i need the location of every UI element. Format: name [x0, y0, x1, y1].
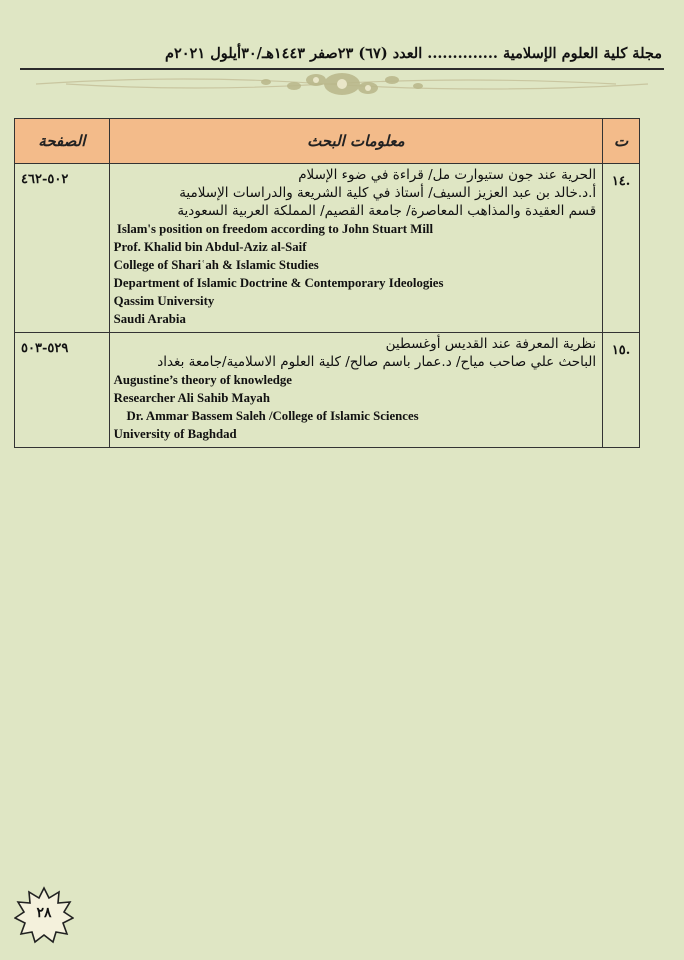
english-author: Prof. Khalid bin Abdul-Aziz al-Saif [113, 240, 307, 254]
row-number: .١٥ [603, 333, 640, 448]
english-college: College of Shariʿah & Islamic Studies [113, 258, 319, 272]
english-department: Department of Islamic Doctrine & Contemporary Ideologies [113, 276, 444, 290]
contents-table [14, 118, 640, 448]
journal-header-title: مجلة كلية العلوم الإسلامية .............. العدد (٦٧) ٢٣صفر ١٤٤٣هـ/٣٠أيلول ٢٠٢١م [165, 45, 662, 62]
row-pages: ٥٠٢-٤٦٢ [15, 164, 110, 333]
floral-ornament-icon [26, 66, 658, 102]
arabic-author: الباحث علي صاحب مياح/ د.عمار باسم صالح/ كلية العلوم الاسلامية/جامعة بغداد [157, 354, 597, 370]
table-row [15, 164, 640, 333]
english-university: University of Baghdad [113, 427, 237, 441]
page-number-badge [14, 886, 74, 944]
arabic-title: نظرية المعرفة عند القديس أوغسطين [385, 336, 597, 352]
header-num: ت [603, 119, 640, 164]
english-title: Augustine’s theory of knowledge [113, 373, 292, 387]
row-info [109, 164, 603, 333]
english-coauthor: Dr. Ammar Bassem Saleh /College of Islamic Sciences [113, 409, 419, 423]
page-number: ٢٨ [36, 905, 52, 921]
table-header-row [15, 119, 640, 164]
english-country: Saudi Arabia [113, 312, 186, 326]
header-info: معلومات البحث [109, 119, 603, 164]
arabic-author: أ.د.خالد بن عبد العزيز السيف/ أستاذ في كلية الشريعة والدراسات الإسلامية [179, 185, 597, 201]
row-pages: ٥٢٩-٥٠٣ [15, 333, 110, 448]
arabic-title: الحرية عند جون ستيوارت مل/ قراءة في ضوء الإسلام [298, 167, 597, 183]
english-university: Qassim University [113, 294, 215, 308]
arabic-affiliation: قسم العقيدة والمذاهب المعاصرة/ جامعة القصيم/ المملكة العربية السعودية [177, 203, 597, 219]
english-title: Islam's position on freedom according to John Stuart Mill [113, 222, 433, 236]
table-row [15, 333, 640, 448]
header-page: الصفحة [15, 119, 110, 164]
row-number: .١٤ [603, 164, 640, 333]
row-info [109, 333, 603, 448]
english-author: Researcher Ali Sahib Mayah [113, 391, 270, 405]
